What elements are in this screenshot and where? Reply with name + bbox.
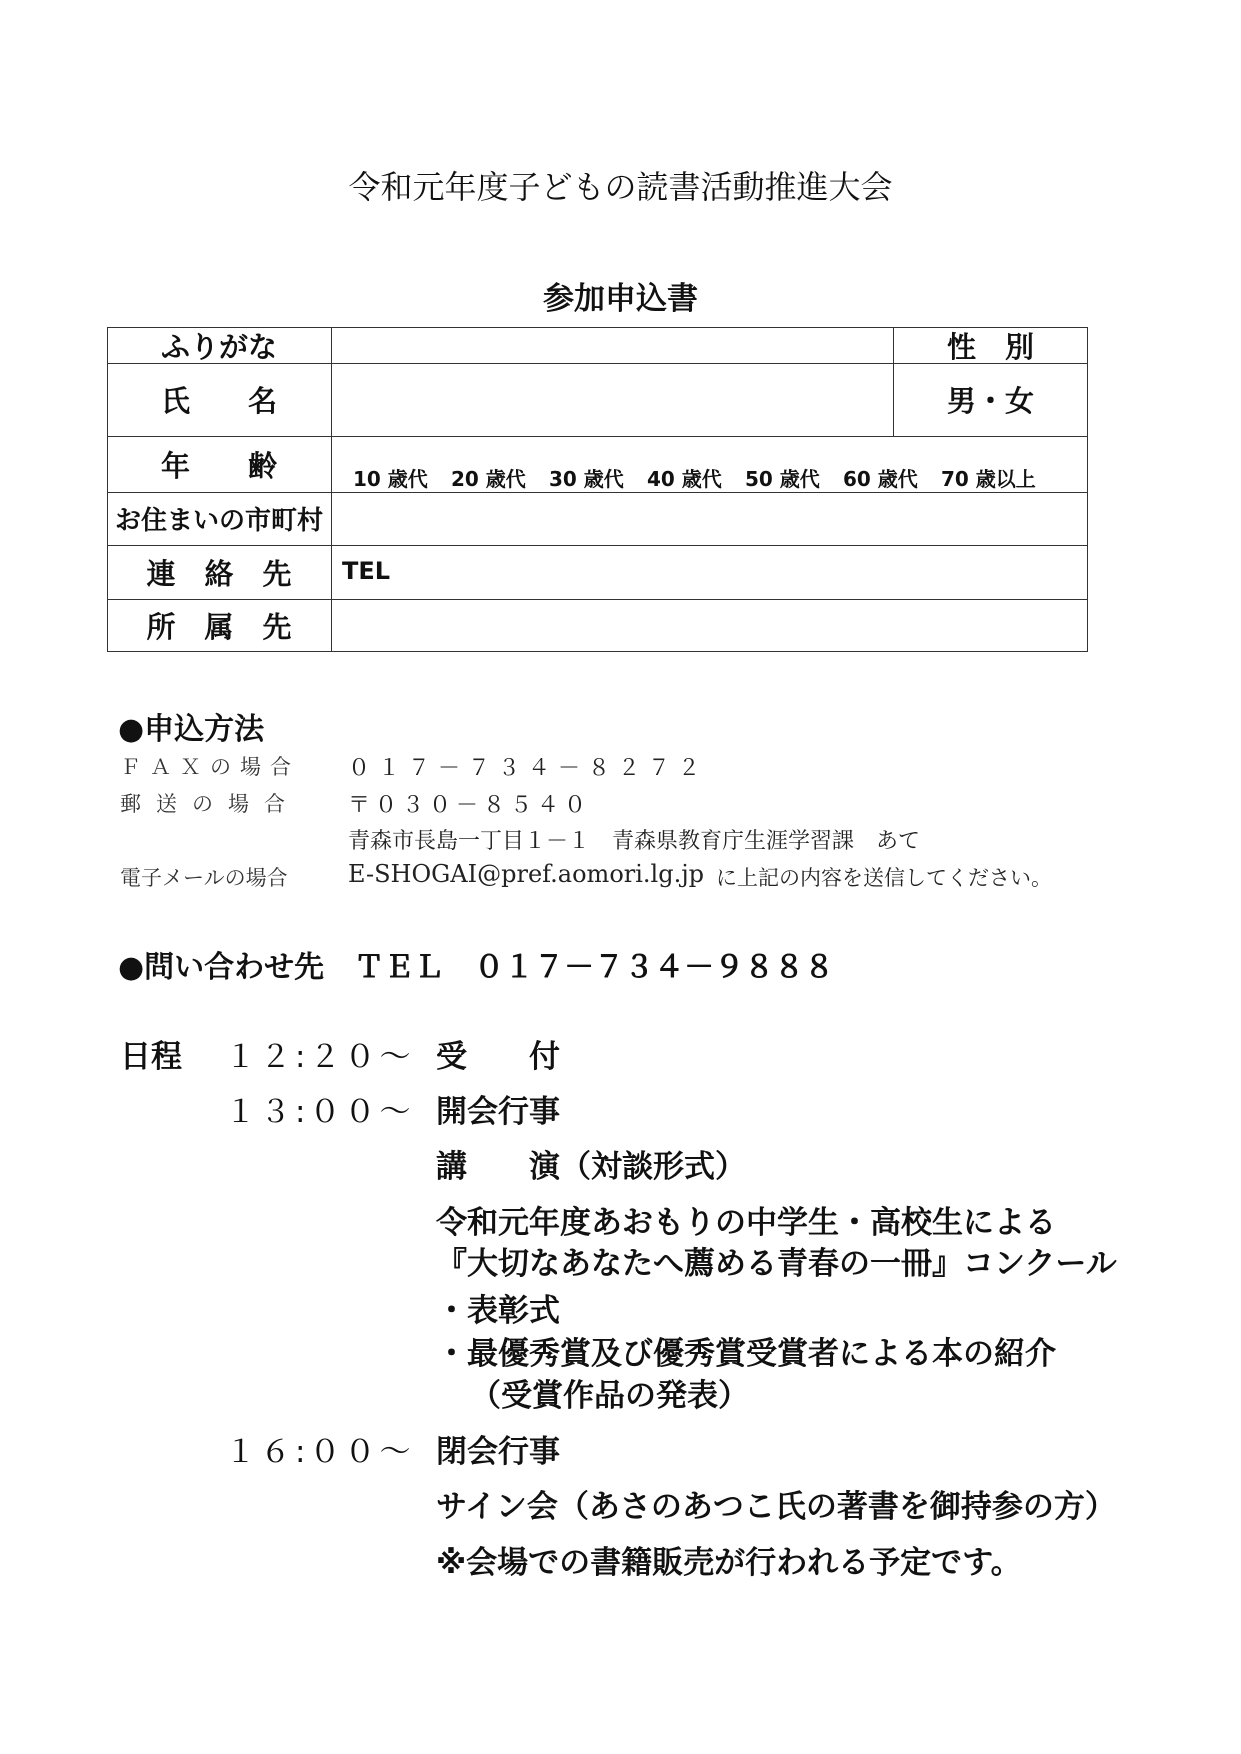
furigana-field[interactable] (333, 329, 891, 362)
application-method-heading: ●申込方法 (118, 712, 265, 747)
schedule-time: １３:００～ (225, 1094, 415, 1130)
mailing-address: 青森市長島一丁目１－１ 青森県教育庁生涯学習課 あて (348, 829, 921, 854)
form-title: 参加申込書 (543, 281, 698, 317)
gender-options[interactable]: 男・女 (946, 384, 1034, 418)
schedule-label: 日程 (120, 1039, 182, 1075)
schedule-item: 開会行事 (436, 1094, 560, 1130)
municipality-label: お住まいの市町村 (114, 506, 323, 536)
schedule-item: 令和元年度あおもりの中学生・高校生による (436, 1205, 1056, 1241)
contact-label: 連 絡 先 (146, 556, 292, 591)
name-field[interactable] (333, 365, 891, 435)
schedule-time: １２:２０～ (225, 1039, 415, 1075)
table-rule (331, 327, 332, 652)
schedule-item: 『大切なあなたへ薦める青春の一冊』コンクール (436, 1246, 1117, 1282)
name-label: 氏 名 (160, 384, 277, 418)
age-option[interactable]: 70 歳以上 (941, 467, 1036, 491)
tel-prefix: TEL (342, 557, 391, 585)
schedule-item: サイン会（あさのあつこ氏の著書を御持参の方） (436, 1489, 1116, 1525)
age-option[interactable]: 10 歳代 (353, 467, 428, 491)
email-note: に上記の内容を送信してください。 (716, 866, 1052, 890)
age-option[interactable]: 20 歳代 (451, 467, 526, 491)
postal-code: 〒０３０－８５４０ (348, 793, 592, 818)
schedule-time: １６:００～ (225, 1434, 415, 1470)
schedule-item: 閉会行事 (436, 1434, 560, 1470)
age-option[interactable]: 40 歳代 (647, 467, 722, 491)
age-option[interactable]: 50 歳代 (745, 467, 820, 491)
schedule-item: ・最優秀賞及び優秀賞受賞者による本の紹介 (436, 1336, 1056, 1372)
municipality-field[interactable] (333, 494, 1086, 544)
mail-label: 郵送の場合 (120, 792, 300, 816)
schedule-item: ・表彰式 (436, 1293, 560, 1329)
age-label: 年 齢 (160, 448, 277, 483)
furigana-label: ふりがな (160, 329, 277, 364)
schedule-item: 講 演（対談形式） (436, 1149, 746, 1185)
email-label: 電子メールの場合 (120, 866, 288, 890)
inquiry-line: ●問い合わせ先 ＴＥＬ ０１７－７３４－９８８８ (118, 950, 835, 985)
gender-label: 性 別 (946, 329, 1034, 364)
fax-label: ＦＡＸの場合 (120, 755, 300, 779)
event-title: 令和元年度子どもの読書活動推進大会 (348, 168, 893, 206)
age-option[interactable]: 30 歳代 (549, 467, 624, 491)
age-option[interactable]: 60 歳代 (843, 467, 918, 491)
affiliation-label: 所 属 先 (146, 610, 292, 644)
affiliation-field[interactable] (333, 601, 1086, 651)
schedule-note: ※会場での書籍販売が行われる予定です。 (436, 1545, 1022, 1581)
schedule-item: （受賞作品の発表） (470, 1378, 749, 1414)
email-address[interactable]: E-SHOGAI@pref.aomori.lg.jp (348, 860, 705, 888)
schedule-item: 受 付 (436, 1039, 560, 1075)
contact-field[interactable] (333, 547, 1086, 598)
fax-number: ０１７－７３４－８２７２ (348, 756, 709, 781)
